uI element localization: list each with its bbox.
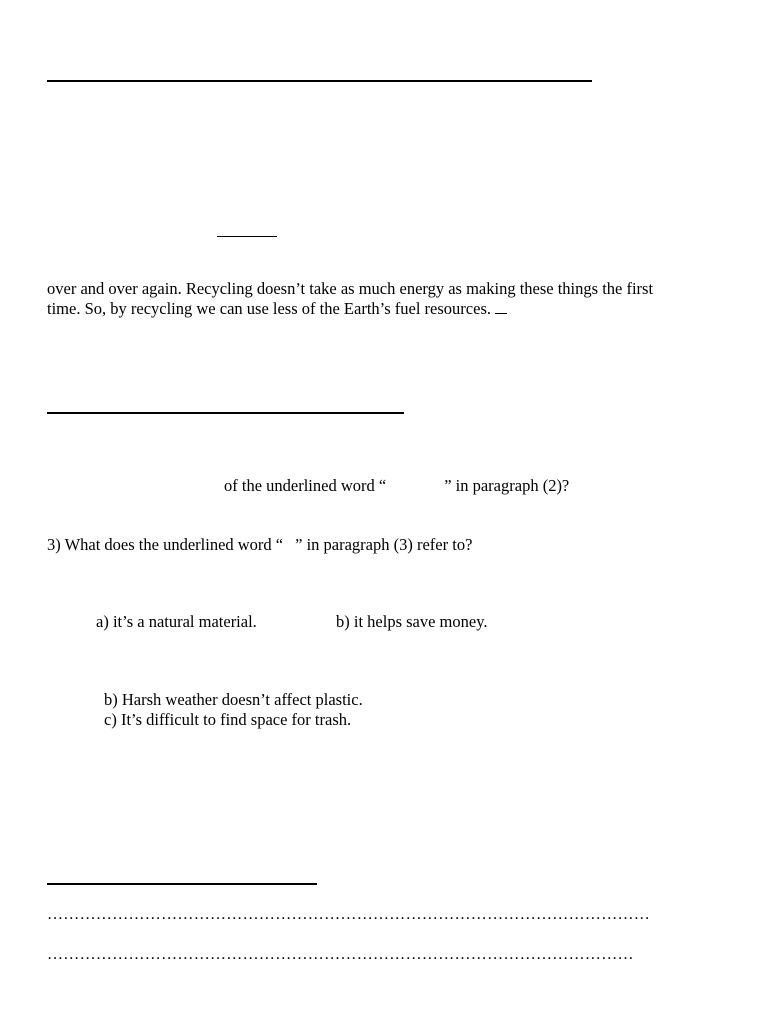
question-3-end: ” in paragraph (3) refer to? (295, 535, 473, 554)
passage-line-2 (47, 299, 507, 319)
passage-line-1: over and over again. Recycling doesn’t take as much energy as making these things the first (47, 279, 654, 298)
answer-dots-line-1: ………………………………………………………………………………………………… (47, 906, 651, 923)
question-3-start: 3) What does the underlined word “ (47, 535, 284, 554)
passage-line-2-text: time. So, by recycling we can use less of the Earth’s fuel resources. (47, 299, 491, 318)
heading-rule-middle (47, 412, 404, 414)
question-2-start: of the underlined word “ (224, 476, 387, 495)
heading-rule-bottom (47, 883, 317, 885)
passage-blank (495, 299, 507, 314)
answer-dots-line-2: ……………………………………………………………………………………………… (47, 946, 634, 963)
option-c-row2: c) It’s difficult to find space for trash. (104, 710, 352, 729)
option-a-row1: a) it’s a natural material. (96, 612, 257, 631)
question-2 (224, 476, 569, 496)
heading-rule-top (47, 80, 592, 82)
question-2-end: ” in paragraph (2)? (444, 476, 570, 495)
option-b-row2: b) Harsh weather doesn’t affect plastic. (104, 690, 363, 709)
option-b-row1: b) it helps save money. (336, 612, 488, 631)
blank-rule-short (217, 236, 277, 237)
question-3 (47, 535, 472, 555)
